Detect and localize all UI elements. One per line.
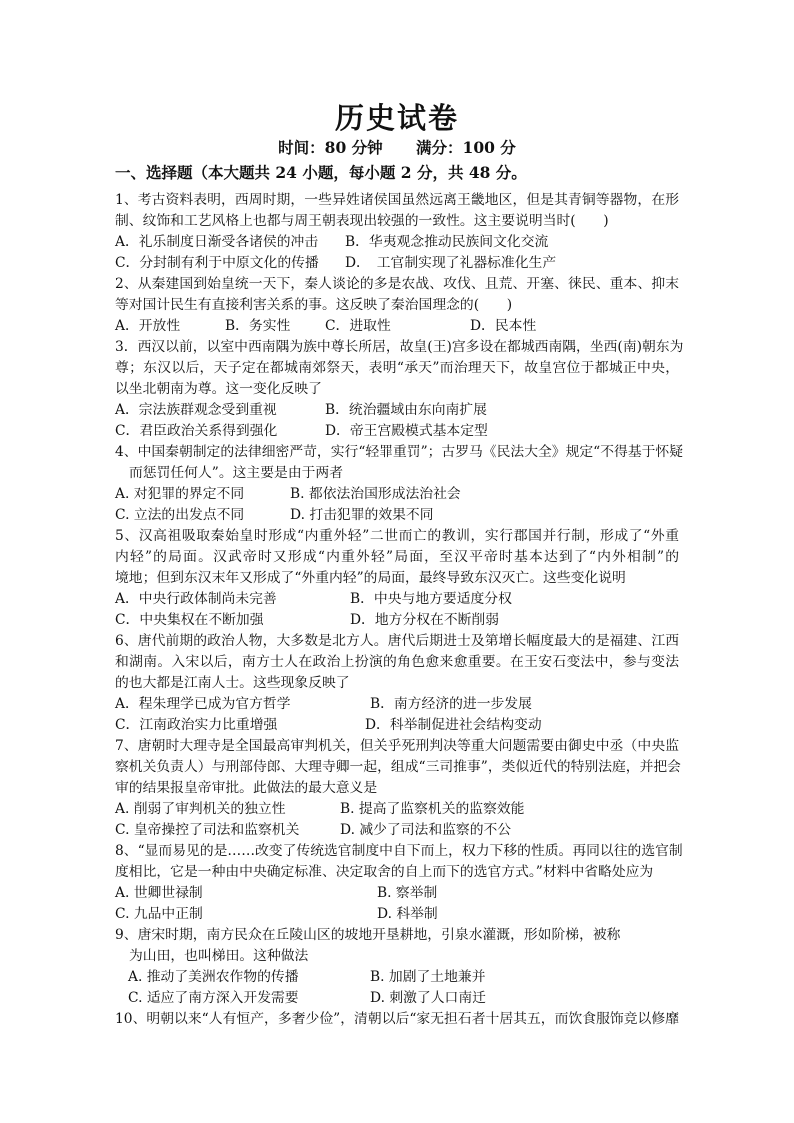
question-3-line-1: 3．西汉以前，以室中西南隅为族中尊长所居，故皇(王)宫多设在都城西南隅，坐西(南)朝东为	[115, 339, 684, 355]
q5-option-b: B．中央与地方要适度分权	[350, 591, 512, 607]
q3-option-b: B．统治疆域由东向南扩展	[325, 402, 487, 418]
q7-option-a: A. 削弱了审判机关的独立性	[115, 801, 286, 817]
q6-option-d: D．科举制促进社会结构变动	[365, 717, 542, 733]
q4-option-d: D. 打击犯罪的效果不同	[290, 507, 434, 523]
question-9-line-1: 9、唐宋时期，南方民众在丘陵山区的坡地开垦耕地，引泉水灌溉，形如阶梯，被称	[115, 927, 621, 943]
q6-option-b: B．南方经济的进一步发展	[370, 696, 532, 712]
question-6-line-3: 的也大都是江南人士。这些现象反映了	[115, 675, 350, 691]
question-7-line-2: 察机关负责人）与刑部侍郎、大理寺卿一起，组成“三司推事”，类似近代的特别法庭，并把会	[115, 759, 681, 775]
question-9-line-2: 为山田，也叫梯田。这种做法	[129, 948, 309, 964]
q2-option-d: D．民本性	[470, 318, 537, 334]
question-5-line-3: 境地；但到东汉末年又形成了“外重内轻”的局面，最终导致东汉灭亡。这些变化说明	[115, 570, 626, 586]
exam-score: 满分：100 分	[416, 138, 516, 157]
q4-option-a: A. 对犯罪的界定不同	[115, 486, 245, 502]
q1-option-a: A．礼乐制度日渐受各诸侯的冲击	[115, 234, 319, 250]
q9-option-d: D. 刺激了人口南迁	[370, 990, 486, 1006]
question-6-line-2: 和湖南。入宋以后，南方士人在政治上扮演的角色愈来愈重要。在王安石变法中，参与变法	[115, 654, 679, 670]
q9-option-a: A. 推动了美洲农作物的传播	[128, 969, 299, 985]
question-7-line-1: 7、唐朝时大理寺是全国最高审判机关，但关乎死刑判决等重大问题需要由御史中丞（中央监	[115, 738, 679, 754]
q7-option-d: D. 减少了司法和监察的不公	[340, 822, 512, 838]
question-8-line-1: 8、“显而易见的是……改变了传统选官制度中自下而上，权力下移的性质。再同以往的选官制	[115, 843, 683, 859]
question-2-line-2: 等对国计民生有直接利害关系的事。这反映了秦治国理念的( )	[115, 297, 513, 313]
question-2-line-1: 2、从秦建国到始皇统一天下，秦人谈论的多是农战、攻伐、且荒、开塞、徕民、重本、抑末	[115, 276, 679, 292]
question-7-line-3: 审的结果报皇帝审批。此做法的最大意义是	[115, 780, 378, 796]
q7-option-b: B. 提高了监察机关的监察效能	[340, 801, 525, 817]
q8-option-b: B. 察举制	[377, 885, 438, 901]
q3-option-c: C．君臣政治关系得到强化	[115, 423, 278, 439]
q2-option-a: A．开放性	[115, 318, 181, 334]
question-8-line-2: 度相比，它是一种由中央确定标准、决定取舍的自上而下的选官方式。”材料中省略处应为	[115, 864, 654, 880]
exam-time: 时间：80 分钟	[278, 138, 383, 157]
q4-option-b: B. 都依法治国形成法治社会	[290, 486, 461, 502]
q3-option-d: D．帝王宫殿模式基本定型	[325, 423, 488, 439]
question-1-line-1: 1、考古资料表明，西周时期，一些异姓诸侯国虽然远离王畿地区，但是其青铜等器物，在形	[115, 192, 679, 208]
question-10-line-1: 10、明朝以来“人有恒产，多奢少俭”，清朝以后“家无担石者十居其五，而饮食服饰竞以修靡	[115, 1011, 679, 1027]
q4-option-c: C. 立法的出发点不同	[115, 507, 245, 523]
q8-option-a: A. 世卿世禄制	[115, 885, 203, 901]
question-6-line-1: 6、唐代前期的政治人物，大多数是北方人。唐代后期进士及第增长幅度最大的是福建、江西	[115, 633, 679, 649]
q3-option-a: A．宗法族群观念受到重视	[115, 402, 277, 418]
section-heading: 一、选择题（本大题共 24 小题，每小题 2 分，共 48 分。	[115, 163, 527, 182]
q1-option-b: B．华夷观念推动民族间文化交流	[345, 234, 549, 250]
question-3-line-2: 尊；东汉以后，天子定在都城南郊祭天，表明“承天”而治理天下，故皇宫位于都城正中央，	[115, 360, 679, 376]
q6-option-a: A．程朱理学已成为官方哲学	[115, 696, 291, 712]
question-5-line-1: 5、汉高祖吸取秦始皇时形成“内重外轻”二世而亡的教训，实行郡国并行制，形成了“外重	[115, 528, 679, 544]
question-4-line-2: 而惩罚任何人”。这主要是由于两者	[129, 465, 344, 481]
q9-option-b: B. 加剧了土地兼并	[370, 969, 486, 985]
question-3-line-3: 以坐北朝南为尊。这一变化反映了	[115, 381, 322, 397]
q8-option-c: C. 九品中正制	[115, 906, 203, 922]
question-5-line-2: 内轻”的局面。汉武帝时又形成“内重外轻”局面，至汉平帝时基本达到了“内外相制”的	[115, 549, 679, 565]
question-1-line-2: 制、纹饰和工艺风格上也都与周王朝表现出较强的一致性。这主要说明当时( )	[115, 213, 609, 229]
exam-meta	[0, 137, 794, 159]
q8-option-d: D. 科举制	[377, 906, 438, 922]
q2-option-b: B．务实性	[225, 318, 291, 334]
q7-option-c: C. 皇帝操控了司法和监察机关	[115, 822, 300, 838]
q9-option-c: C. 适应了南方深入开发需要	[128, 990, 299, 1006]
q5-option-d: D．地方分权在不断削弱	[350, 612, 500, 628]
q5-option-a: A．中央行政体制尚未完善	[115, 591, 277, 607]
q5-option-c: C．中央集权在不断加强	[115, 612, 264, 628]
q6-option-c: C．江南政治实力比重增强	[115, 717, 278, 733]
q2-option-c: C．进取性	[325, 318, 391, 334]
question-4-line-1: 4、中国秦朝制定的法律细密严苛，实行“轻罪重罚”；古罗马《民法大全》规定“不得基于怀疑	[115, 444, 684, 460]
q1-option-d: D． 工官制实现了礼器标准化生产	[345, 255, 557, 271]
exam-title: 历史试卷	[334, 101, 459, 135]
q1-option-c: C．分封制有利于中原文化的传播	[115, 255, 319, 271]
